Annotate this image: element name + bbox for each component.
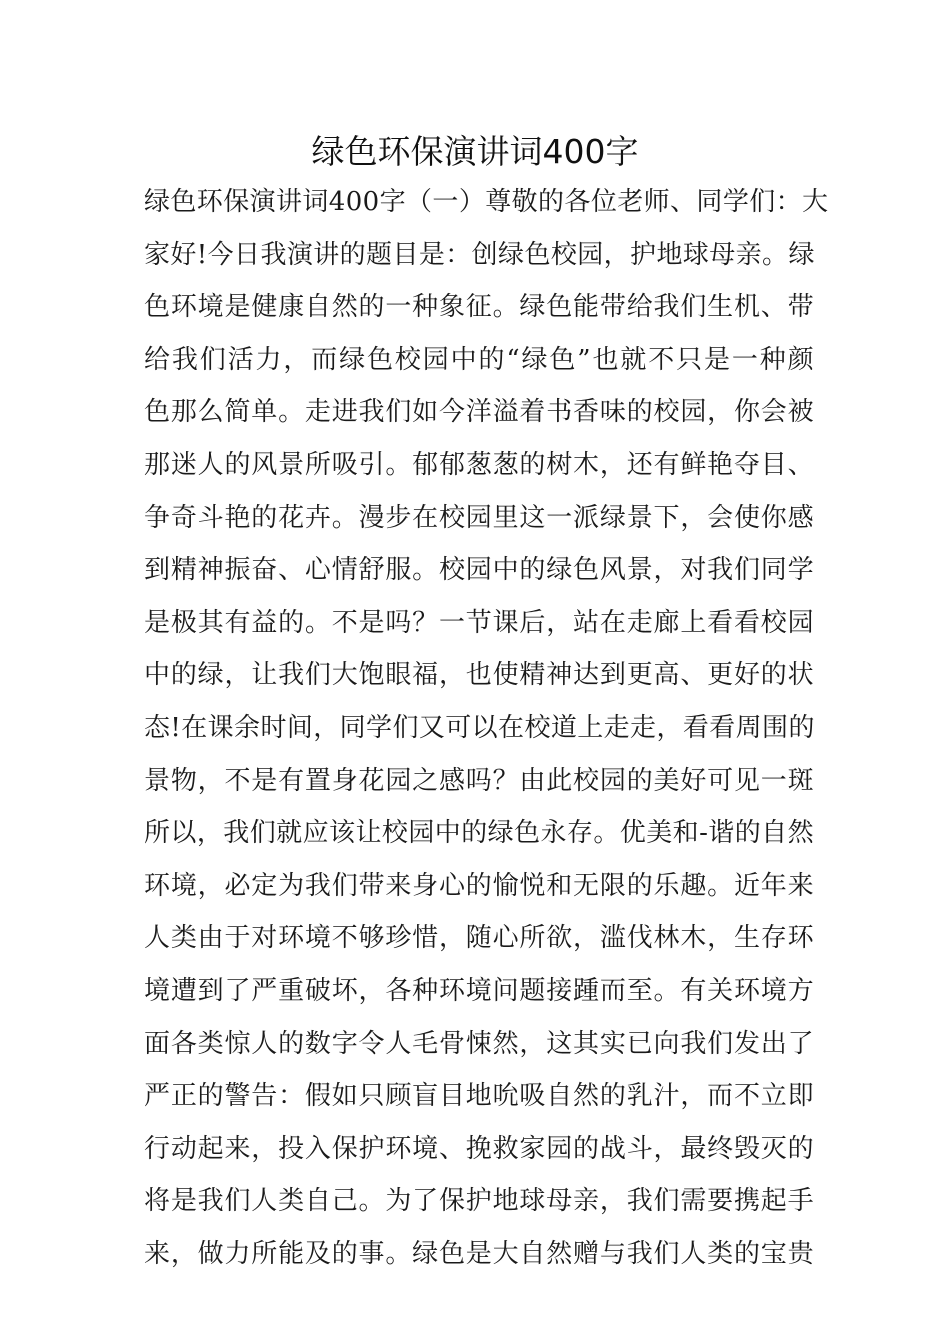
body-line: 境遭到了严重破坏，各种环境问题接踵而至。有关环境方 bbox=[144, 975, 814, 1006]
body-line: 景物，不是有置身花园之感吗？由此校园的美好可见一斑 bbox=[144, 765, 814, 796]
body-line: 是极其有益的。不是吗？一节课后，站在走廊上看看校园 bbox=[144, 607, 814, 638]
body-line: 环境，必定为我们带来身心的愉悦和无限的乐趣。近年来 bbox=[144, 870, 814, 901]
body-line: 行动起来，投入保护环境、挽救家园的战斗，最终毁灭的 bbox=[144, 1133, 814, 1164]
body-line: 严正的警告：假如只顾盲目地吮吸自然的乳汁，而不立即 bbox=[144, 1081, 814, 1112]
body-line: 那迷人的风景所吸引。郁郁葱葱的树木，还有鲜艳夺目、 bbox=[144, 449, 814, 480]
body-line: 给我们活力，而绿色校园中的“绿色”也就不只是一种颜 bbox=[144, 344, 814, 375]
body-line: 绿色环保演讲词400字（一）尊敬的各位老师、同学们：大 bbox=[144, 187, 829, 217]
body-line: 色那么简单。走进我们如今洋溢着书香味的校园，你会被 bbox=[144, 397, 814, 428]
body-line: 来，做力所能及的事。绿色是大自然赠与我们人类的宝贵 bbox=[144, 1238, 814, 1269]
body-line: 面各类惊人的数字令人毛骨悚然，这其实已向我们发出了 bbox=[144, 1028, 814, 1059]
body-line: 到精神振奋、心情舒服。校园中的绿色风景，对我们同学 bbox=[144, 555, 814, 586]
body-line: 争奇斗艳的花卉。漫步在校园里这一派绿景下，会使你感 bbox=[144, 502, 814, 533]
body-line: 中的绿，让我们大饱眼福，也使精神达到更高、更好的状 bbox=[144, 660, 814, 691]
document-body bbox=[144, 176, 829, 1280]
body-line: 色环境是健康自然的一种象征。绿色能带给我们生机、带 bbox=[144, 292, 814, 323]
document-title: 绿色环保演讲词400字 bbox=[311, 132, 639, 171]
body-line: 态!在课余时间，同学们又可以在校道上走走，看看周围的 bbox=[144, 712, 815, 743]
body-line: 家好!今日我演讲的题目是：创绿色校园，护地球母亲。绿 bbox=[144, 239, 815, 270]
body-line: 人类由于对环境不够珍惜，随心所欲，滥伐林木，生存环 bbox=[144, 923, 814, 954]
body-line: 所以，我们就应该让校园中的绿色永存。优美和-谐的自然 bbox=[144, 818, 814, 849]
body-line: 将是我们人类自己。为了保护地球母亲，我们需要携起手 bbox=[144, 1186, 814, 1217]
